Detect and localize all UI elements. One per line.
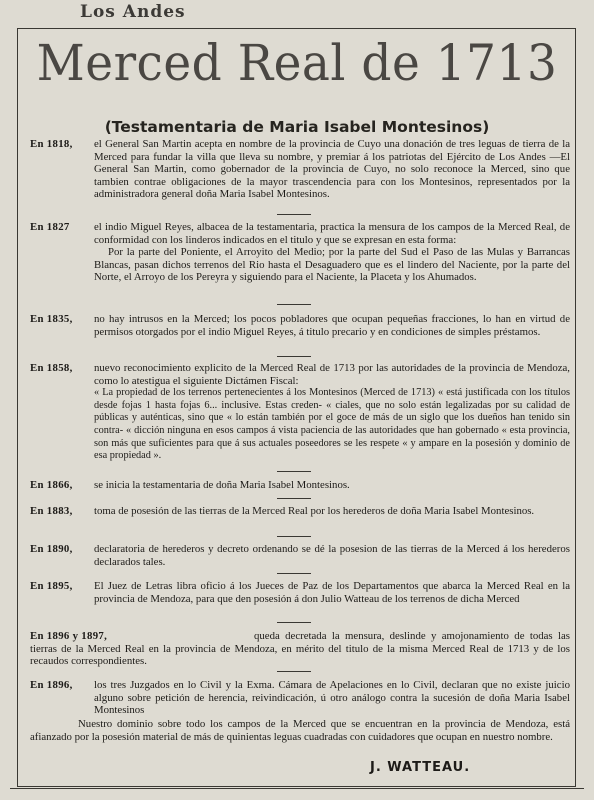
entry-date: En 1896, <box>30 679 73 691</box>
divider-rule <box>277 471 311 472</box>
entry-text: los tres Juzgados en lo Civil y la Exma. Cámara de Apelaciones en lo Civil, declaran que no existe juicio alguno sobre petición de herencia, reivindicación, ú otro análogo contra la sucesión de doña Maria Isabel Montesinos <box>94 679 570 717</box>
divider-rule <box>277 536 311 537</box>
divider-rule <box>277 498 311 499</box>
entry-1890 <box>30 543 570 568</box>
entry-text: no hay intrusos en la Merced; los pocos pobladores que ocupan pequeñas fracciones, lo han en virtud de permisos otorgados por el indio Miguel Reyes, á titulo precario y en condiciones de simples préstamos. <box>94 313 570 338</box>
divider-rule <box>277 622 311 623</box>
entry-date: En 1896 y 1897, <box>30 630 108 642</box>
entry-1858 <box>30 362 570 463</box>
entry-1827 <box>30 221 570 284</box>
entry-date: En 1895, <box>30 580 73 592</box>
divider-rule <box>277 304 311 305</box>
page-title: Merced Real de 1713 <box>36 34 558 93</box>
page-subtitle: (Testamentaria de Maria Isabel Montesinos) <box>104 118 490 136</box>
divider-rule <box>277 214 311 215</box>
entry-date: En 1883, <box>30 505 73 517</box>
entry-text-boundaries: Por la parte del Poniente, el Arroyito del Medio; por la parte del Sud el Paso de las Mulas y Barrancas Blancas, pasan dichos terrenos del Rio hasta el Desaguadero que es el lindero del Naciente, por la parte del Norte, el Arroyo de los Pereyra y siguiendo para el Naciente, la Placeta y los Ahumados. <box>94 246 570 284</box>
signature: J. WATTEAU. <box>370 760 471 775</box>
entry-dictamen: « La propiedad de los terrenos pertenecientes á los Montesinos (Merced de 1713) « está justificada con los títulos desde fojas 1 hasta fojas 6... inclusive. Estas creden- « ciales, que no solo están legalizadas por su calidad de públicas y auténticas, sino que « lo están también por el goce de más de un siglo que los dueños han tenido sin contra- « dicción ninguna en esos campos á vista paciencia de las autoridades que han gobernado « esta provincia, son más que suficientes para que á sus actuales poseedores se les respete « y ampare en la posesión y dominio de esa propiedad ». <box>94 387 570 462</box>
entry-date: En 1866, <box>30 479 73 491</box>
entry-1883 <box>30 505 570 518</box>
entry-text: declaratoria de herederos y decreto ordenando se dé la posesion de las tierras de la Merced á los herederos declarados tales. <box>94 543 570 568</box>
entry-1866 <box>30 479 570 492</box>
divider-rule <box>277 573 311 574</box>
entry-date: En 1835, <box>30 313 73 325</box>
divider-rule <box>277 356 311 357</box>
closing-text: Nuestro dominio sobre todo los campos de la Merced que se encuentran en la provincia de Mendoza, está afianzado por la posesión material de más de quinientas leguas cuadradas con cuidadores que ocupan en nuestro nombre. <box>30 718 570 743</box>
entry-1818 <box>30 138 570 201</box>
closing-statement <box>30 718 570 743</box>
entry-date: En 1827 <box>30 221 70 233</box>
entry-1896 <box>30 679 570 717</box>
entry-text: toma de posesión de las tierras de la Merced Real por los herederos de doña Maria Isabel Montesinos. <box>94 505 535 517</box>
entry-text: se inicia la testamentaria de doña Maria Isabel Montesinos. <box>94 479 350 491</box>
entry-text: nuevo reconocimiento explicito de la Merced Real de 1713 por las autoridades de la provincia de Mendoza, como lo atestigua el siguiente Dictámen Fiscal: <box>94 362 570 387</box>
entry-1895 <box>30 580 570 605</box>
entry-date: En 1818, <box>30 138 73 150</box>
bottom-rule <box>10 788 584 789</box>
entry-text: el General San Martin acepta en nombre de la provincia de Cuyo una donación de tres leguas de tierra de la Merced para fundar la villa que lleva su nombre, y premiar á los patriotas del Ejército de Los Andes —El General San Martin, como gobernador de la provincia de Cuyo, no solo reconoce la Merced, sino que tambien contrae obligaciones de la mayor trascendencia para con los Montesinos, representados por la administradora general doña Maria Isabel Montesinos. <box>94 138 570 201</box>
entry-1835 <box>30 313 570 338</box>
entry-date: En 1890, <box>30 543 73 555</box>
entry-1896-1897 <box>30 630 570 668</box>
entry-text: queda decretada la mensura, deslinde y amojonamiento de todas las tierras de la Merced Real en la provincia de Mendoza, en mérito del titulo de la misma Merced Real de 1713 y de los recaudos correspondientes. <box>30 630 570 668</box>
masthead: Los Andes <box>80 2 186 22</box>
entry-text: El Juez de Letras libra oficio á los Jueces de Paz de los Departamentos que abarca la Merced Real en la provincia de Mendoza, para que den posesión á don Julio Watteau de los terrenos de dicha Merced <box>94 580 570 605</box>
divider-rule <box>277 671 311 672</box>
entry-text: el indio Miguel Reyes, albacea de la testamentaria, practica la mensura de los campos de la Merced Real, de conformidad con los linderos indicados en el titulo y que se expresan en esta forma: <box>94 221 570 246</box>
entry-date: En 1858, <box>30 362 73 374</box>
